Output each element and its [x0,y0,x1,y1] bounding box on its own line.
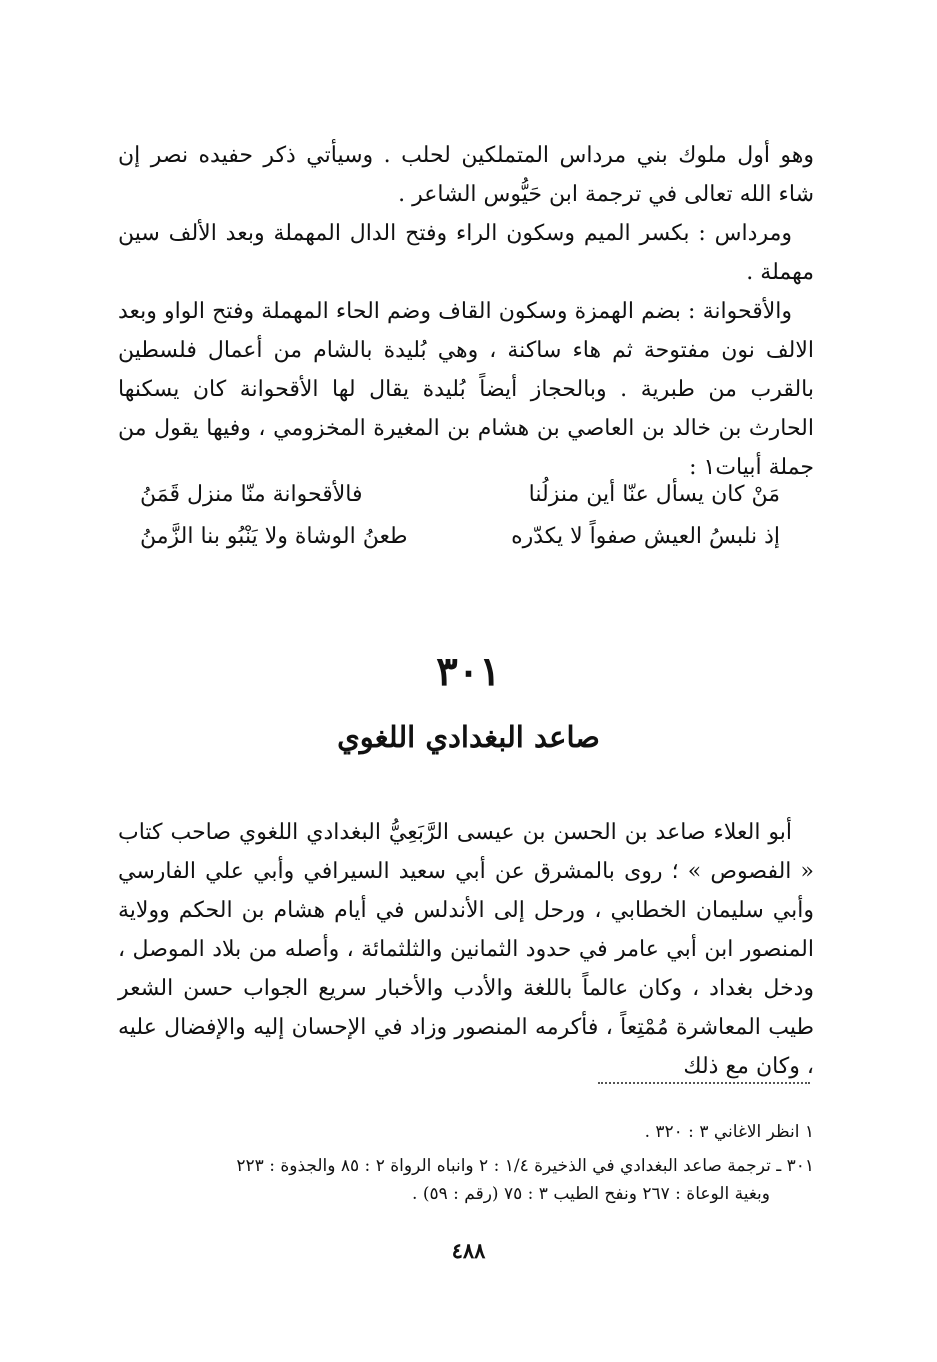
verse-line [140,482,780,524]
entry-body [118,813,814,1086]
verse-first-hemistich: مَنْ كان يسأل عنّا أين منزلُنا [528,482,780,507]
footnote [118,1152,814,1208]
verse-first-hemistich: إذ نلبسُ العيش صفواً لا يكدّره [511,524,780,549]
page-number: ٤٨٨ [451,1238,486,1263]
footnote [118,1118,814,1146]
verse-second-hemistich: فالأقحوانة منّا منزل قَمَنُ [140,482,363,507]
footnote-continuation: وبغية الوعاة : ٢٦٧ ونفح الطيب ٣ : ٧٥ (رقم : ٥٩) . [412,1184,770,1204]
body-text-top [118,136,814,487]
paragraph: والأقحوانة : بضم الهمزة وسكون القاف وضم الحاء المهملة وفتح الواو وبعد الالف نون مفتوحة ثم هاء ساكنة ، وهي بُليدة بالشام من أعمال فلسطين بالقرب من طبرية . وبالحجاز أيضاً بُليدة يقال لها الأقحوانة كان يسكنها الحارث بن خالد بن العاصي بن هشام بن المغيرة المخزومي ، وفيها يقول من جملة أبيات١ : [118,299,814,480]
footnote-text: ١ انظر الاغاني ٣ : ٣٢٠ . [644,1122,814,1142]
paragraph: ومرداس : بكسر الميم وسكون الراء وفتح الدال المهملة وبعد الألف سين مهملة . [118,221,814,285]
footnote-separator [598,1082,810,1084]
footnote-text: ٣٠١ ـ ترجمة صاعد البغدادي في الذخيرة ١/٤ : ٢ وانباه الرواة ٢ : ٨٥ والجذوة : ٢٢٣ [236,1156,814,1176]
verse-line [140,524,780,566]
poem-verses [140,482,780,566]
paragraph: وهو أول ملوك بني مرداس المتملكين لحلب . وسيأتي ذكر حفيده نصر إن شاء الله تعالى في ترجمة ابن حَيُّوس الشاعر . [118,143,814,207]
paragraph: أبو العلاء صاعد بن الحسن بن عيسى الرَّبَعِيُّ البغدادي اللغوي صاحب كتاب « الفصوص » ؛ روى بالمشرق عن أبي سعيد السيرافي وأبي علي الفارسي وأبي سليمان الخطابي ، ورحل إلى الأندلس في أيام هشام بن الحكم وولاية المنصور ابن أبي عامر في حدود الثمانين والثلثمائة ، وأصله من بلاد الموصل ، ودخل بغداد ، وكان عالماً باللغة والأدب والأخبار سريع الجواب حسن الشعر طيب المعاشرة مُمْتِعاً ، فأكرمه المنصور وزاد في الإحسان إليه والإفضال عليه ، وكان مع ذلك [118,820,814,1079]
entry-number: ٣٠١ [436,648,501,695]
entry-title: صاعد البغدادي اللغوي [337,720,600,754]
footnotes [118,1118,814,1214]
verse-second-hemistich: طعنُ الوشاة ولا يَنْبُو بنا الزَّمنُ [140,524,408,549]
